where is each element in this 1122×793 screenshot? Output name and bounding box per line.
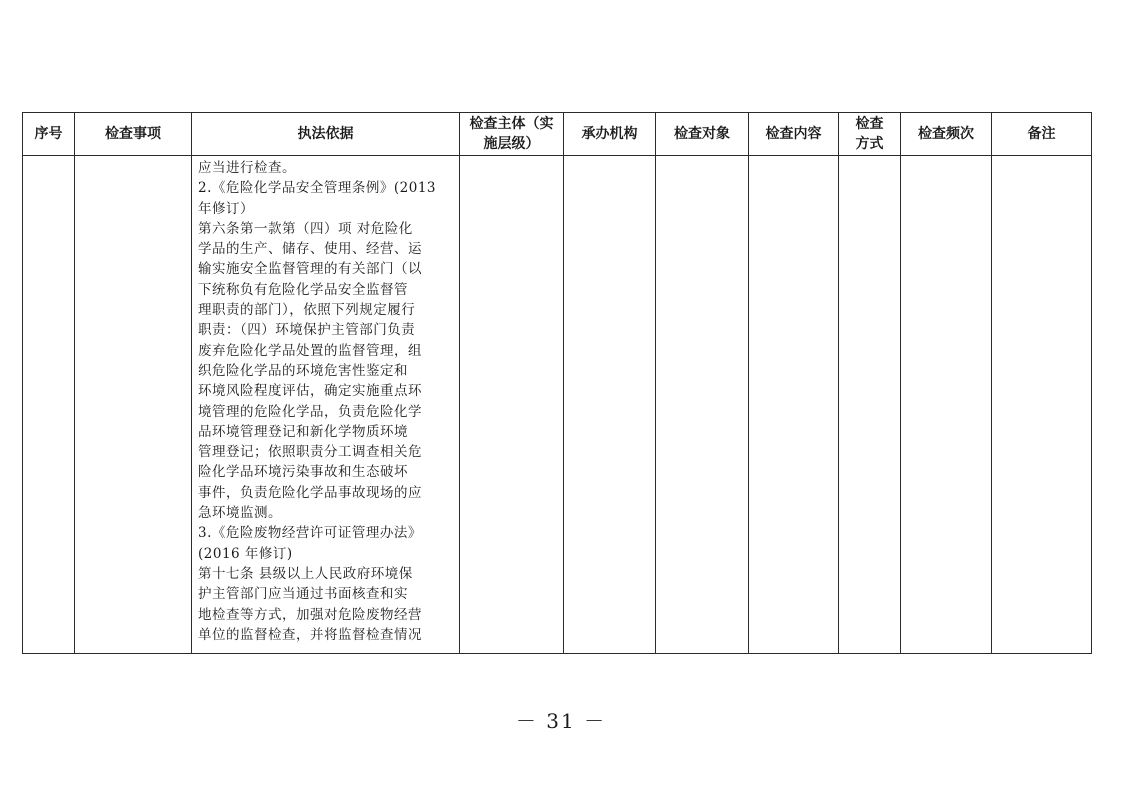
basis-line: 事件，负责危险化学品事故现场的应 [198, 484, 422, 501]
basis-line: 应当进行检查。 [198, 160, 296, 176]
header-remark: 备注 [992, 113, 1092, 156]
header-subject [460, 113, 564, 156]
header-row [23, 113, 1092, 156]
cell-method [839, 156, 901, 654]
basis-line: 3.《危险废物经营许可证管理办法》 [198, 525, 422, 542]
header-content: 检查内容 [749, 113, 839, 156]
basis-line: 理职责的部门），依照下列规定履行 [198, 302, 416, 319]
basis-line: (2016 年修订) [198, 545, 293, 562]
basis-line: 织危险化学品的环境危害性鉴定和 [198, 362, 408, 379]
header-method-line2: 方式 [855, 136, 884, 152]
cell-remark [992, 156, 1092, 654]
basis-line: 管理登记；依照职责分工调查相关危 [198, 444, 422, 461]
cell-frequency [901, 156, 992, 654]
cell-target [656, 156, 749, 654]
basis-line: 职责：（四）环境保护主管部门负责 [198, 322, 416, 339]
header-org: 承办机构 [564, 113, 656, 156]
basis-line: 2.《危险化学品安全管理条例》(2013 [198, 180, 437, 197]
basis-line: 学品的生产、储存、使用、经营、运 [198, 241, 422, 258]
basis-text [192, 156, 459, 645]
basis-line: 境管理的危险化学品，负责危险化学 [198, 403, 422, 420]
basis-line: 护主管部门应当通过书面核查和实 [198, 586, 408, 603]
header-subject-line1: 检查主体（实 [469, 116, 554, 132]
header-method [839, 113, 901, 156]
inspection-table [22, 112, 1092, 654]
cell-subject [460, 156, 564, 654]
header-method-line1: 检查 [855, 116, 884, 132]
cell-org [564, 156, 656, 654]
basis-line: 险化学品环境污染事故和生态破坏 [198, 464, 408, 481]
header-target: 检查对象 [656, 113, 749, 156]
header-item: 检查事项 [75, 113, 192, 156]
header-frequency: 检查频次 [901, 113, 992, 156]
cell-content [749, 156, 839, 654]
basis-line: 下统称负有危险化学品安全监督管 [198, 281, 408, 298]
cell-item [75, 156, 192, 654]
table-row [23, 156, 1092, 654]
basis-line: 废弃危险化学品处置的监督管理，组 [198, 342, 422, 359]
basis-line: 输实施安全监督管理的有关部门（以 [198, 261, 422, 278]
basis-line: 品环境管理登记和新化学物质环境 [198, 423, 408, 440]
cell-seq [23, 156, 75, 654]
basis-line: 环境风险程度评估，确定实施重点环 [198, 383, 422, 400]
basis-line: 第十七条 县级以上人民政府环境保 [198, 565, 413, 582]
basis-line: 单位的监督检查，并将监督检查情况 [198, 626, 422, 643]
cell-basis [192, 156, 460, 654]
header-seq: 序号 [23, 113, 75, 156]
basis-line: 地检查等方式，加强对危险废物经营 [198, 606, 422, 623]
header-subject-line2: 施层级） [483, 136, 540, 152]
basis-line: 年修订） [198, 200, 254, 217]
basis-line: 急环境监测。 [198, 505, 282, 522]
page-number: － 31 － [515, 709, 607, 733]
basis-line: 第六条第一款第（四）项 对危险化 [198, 220, 413, 237]
header-basis: 执法依据 [192, 113, 460, 156]
